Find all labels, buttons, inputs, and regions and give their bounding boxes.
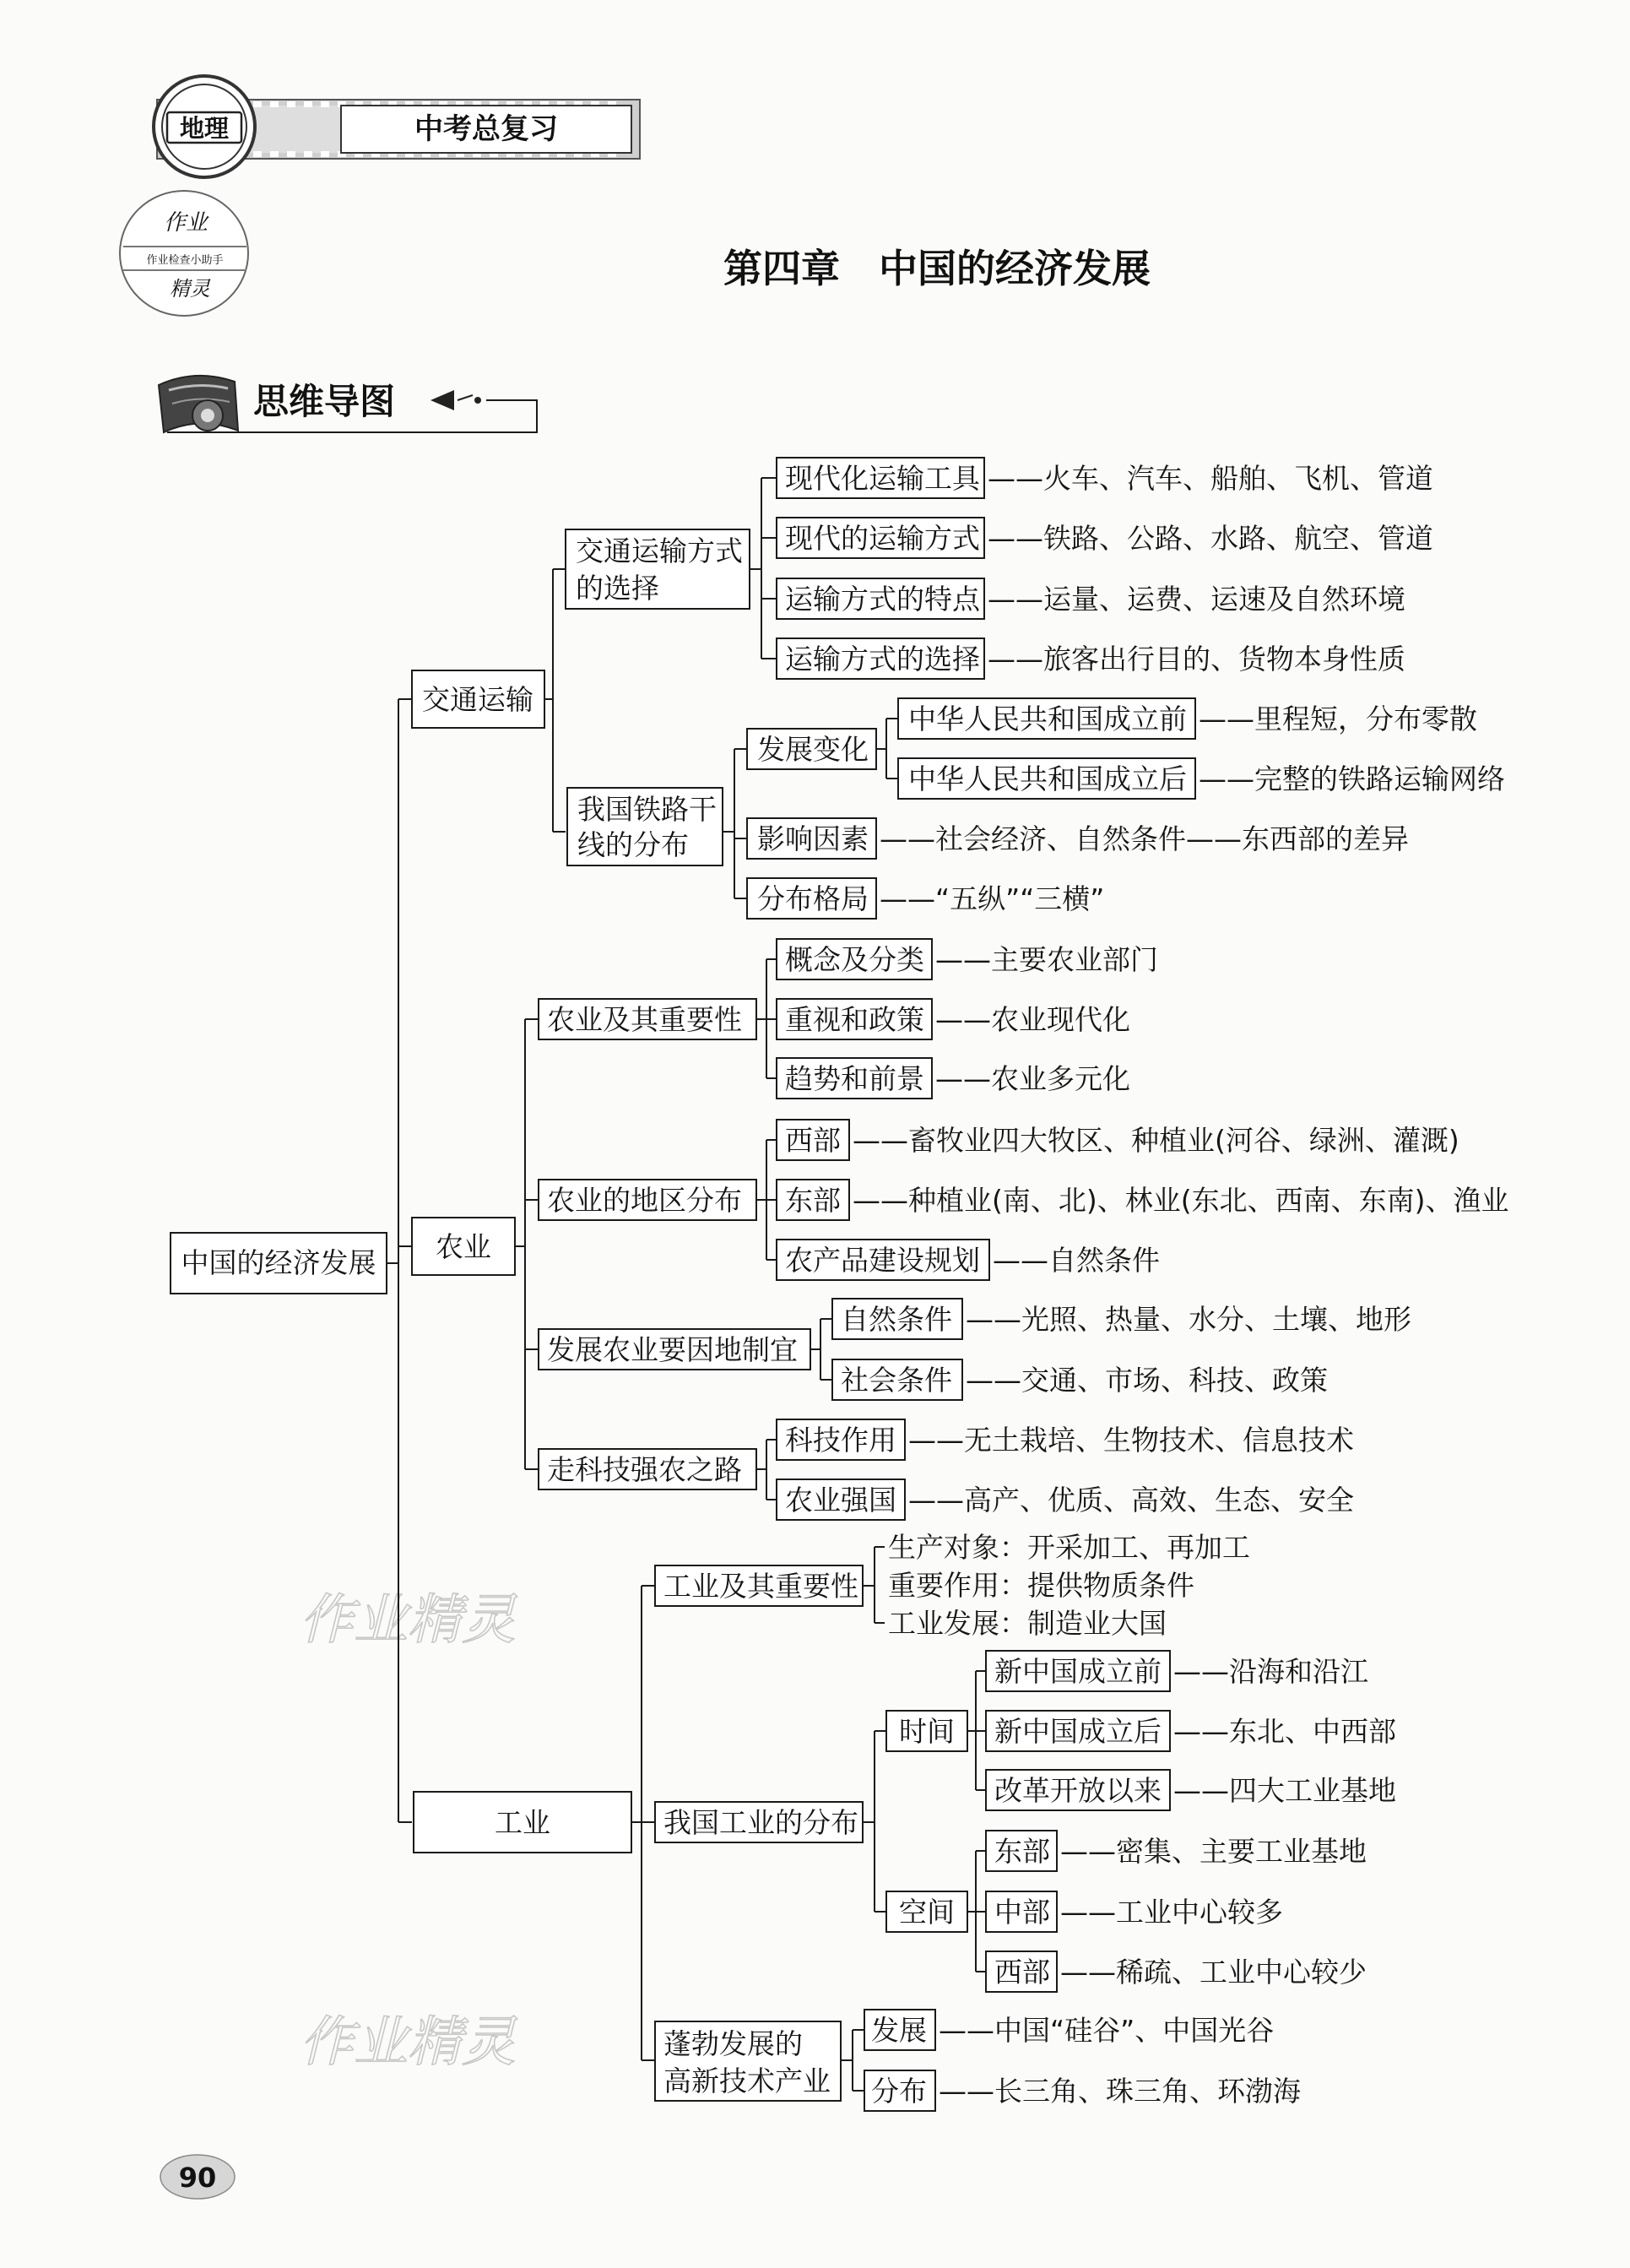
node-ag-dist-plan bbox=[777, 1240, 1160, 1280]
svg-text:东部: 东部 bbox=[994, 1835, 1050, 1868]
node-ag-importance-item-1 bbox=[777, 939, 1158, 979]
svg-text:——主要农业部门: ——主要农业部门 bbox=[935, 943, 1158, 976]
helper-badge bbox=[120, 191, 248, 316]
node-ag-distribution bbox=[539, 1180, 756, 1220]
svg-text:现代的运输方式: 现代的运输方式 bbox=[785, 522, 980, 555]
compass-icon bbox=[159, 376, 238, 432]
ind-importance-line-3: 工业发展：制造业大国 bbox=[888, 1607, 1167, 1640]
svg-text:科技作用: 科技作用 bbox=[785, 1424, 896, 1457]
svg-text:空间: 空间 bbox=[899, 1896, 955, 1929]
svg-text:——畜牧业四大牧区、种植业(河谷、绿洲、灌溉): ——畜牧业四大牧区、种植业(河谷、绿洲、灌溉) bbox=[853, 1124, 1459, 1157]
section-heading-text: 思维导图 bbox=[253, 381, 396, 422]
page-header bbox=[154, 76, 640, 177]
svg-text:交通运输方式: 交通运输方式 bbox=[576, 534, 743, 567]
node-ag-dist-west bbox=[777, 1120, 1459, 1160]
watermark-upper: 作业精灵 bbox=[300, 1589, 516, 1652]
node-ind-importance bbox=[655, 1565, 863, 1606]
svg-text:——工业中心较多: ——工业中心较多 bbox=[1060, 1896, 1283, 1929]
node-ag-importance bbox=[539, 999, 756, 1039]
node-ind-distribution bbox=[655, 1802, 863, 1842]
svg-text:作业: 作业 bbox=[163, 210, 208, 236]
svg-text:——密集、主要工业基地: ——密集、主要工业基地 bbox=[1060, 1835, 1367, 1868]
node-ag-local-item-2 bbox=[832, 1359, 1328, 1400]
svg-text:农业: 农业 bbox=[436, 1230, 491, 1263]
node-choice-item-4 bbox=[777, 638, 1405, 679]
svg-text:运输方式的特点: 运输方式的特点 bbox=[785, 583, 980, 616]
svg-text:重视和政策: 重视和政策 bbox=[785, 1003, 924, 1036]
node-change-item-2 bbox=[898, 758, 1505, 799]
svg-text:——农业现代化: ——农业现代化 bbox=[935, 1003, 1130, 1036]
node-ag-tech bbox=[539, 1449, 756, 1489]
svg-text:运输方式的选择: 运输方式的选择 bbox=[785, 643, 980, 676]
node-ind-space-central bbox=[986, 1891, 1283, 1932]
svg-text:——稀疏、工业中心较少: ——稀疏、工业中心较少 bbox=[1060, 1956, 1367, 1989]
node-ind-space-east bbox=[986, 1831, 1367, 1871]
svg-text:——高产、优质、高效、生态、安全: ——高产、优质、高效、生态、安全 bbox=[908, 1484, 1354, 1517]
svg-text:——交通、市场、科技、政策: ——交通、市场、科技、政策 bbox=[966, 1364, 1328, 1397]
node-ind-space-west bbox=[986, 1951, 1367, 1992]
svg-text:概念及分类: 概念及分类 bbox=[785, 943, 924, 976]
svg-text:农业的地区分布: 农业的地区分布 bbox=[547, 1184, 742, 1217]
svg-text:农业及其重要性: 农业及其重要性 bbox=[547, 1003, 742, 1036]
svg-text:——光照、热量、水分、土壤、地形: ——光照、热量、水分、土壤、地形 bbox=[966, 1303, 1411, 1336]
svg-text:——旅客出行目的、货物本身性质: ——旅客出行目的、货物本身性质 bbox=[988, 643, 1405, 676]
svg-text:——四大工业基地: ——四大工业基地 bbox=[1173, 1774, 1396, 1807]
section-heading bbox=[159, 376, 537, 432]
node-choice-item-1 bbox=[777, 458, 1433, 498]
svg-text:农业强国: 农业强国 bbox=[785, 1484, 896, 1517]
svg-text:东部: 东部 bbox=[785, 1184, 841, 1217]
svg-text:改革开放以来: 改革开放以来 bbox=[994, 1774, 1162, 1807]
svg-text:分布: 分布 bbox=[871, 2075, 927, 2108]
svg-text:蓬勃发展的: 蓬勃发展的 bbox=[663, 2027, 803, 2060]
svg-text:新中国成立前: 新中国成立前 bbox=[994, 1655, 1162, 1688]
svg-text:我国工业的分布: 我国工业的分布 bbox=[663, 1806, 858, 1839]
svg-text:西部: 西部 bbox=[994, 1956, 1050, 1989]
svg-text:——种植业(南、北)、林业(东北、西南、东南)、渔业: ——种植业(南、北)、林业(东北、西南、东南)、渔业 bbox=[853, 1184, 1509, 1217]
node-ag-dist-east bbox=[777, 1180, 1509, 1220]
series-title: 中考总复习 bbox=[414, 112, 558, 146]
node-ag-local bbox=[539, 1329, 810, 1370]
node-ind-hightech-item-2 bbox=[864, 2070, 1301, 2111]
node-choice-item-3 bbox=[777, 578, 1405, 619]
svg-text:——自然条件: ——自然条件 bbox=[993, 1244, 1160, 1277]
svg-text:现代化运输工具: 现代化运输工具 bbox=[785, 462, 980, 495]
node-railway-pattern bbox=[747, 878, 1104, 919]
watermark-lower: 作业精灵 bbox=[300, 2011, 516, 2074]
node-industry bbox=[414, 1792, 631, 1853]
node-ind-space bbox=[886, 1891, 967, 1932]
node-transport bbox=[412, 670, 544, 728]
svg-text:——无土栽培、生物技术、信息技术: ——无土栽培、生物技术、信息技术 bbox=[908, 1424, 1354, 1457]
chapter-title: 第四章 中国的经济发展 bbox=[723, 246, 1151, 291]
svg-text:西部: 西部 bbox=[785, 1124, 841, 1157]
page-number bbox=[160, 2155, 235, 2199]
svg-text:作业检查小助手: 作业检查小助手 bbox=[146, 254, 224, 267]
node-root bbox=[171, 1233, 387, 1294]
node-ag-importance-item-2 bbox=[777, 999, 1130, 1039]
svg-text:的选择: 的选择 bbox=[576, 572, 659, 605]
node-root-label: 中国的经济发展 bbox=[181, 1246, 376, 1279]
svg-text:影响因素: 影响因素 bbox=[757, 822, 869, 855]
svg-text:农产品建设规划: 农产品建设规划 bbox=[785, 1244, 980, 1277]
svg-text:——沿海和沿江: ——沿海和沿江 bbox=[1173, 1655, 1368, 1688]
svg-text:中华人民共和国成立前: 中华人民共和国成立前 bbox=[908, 703, 1187, 735]
svg-text:分布格局: 分布格局 bbox=[757, 882, 869, 915]
svg-text:工业及其重要性: 工业及其重要性 bbox=[663, 1570, 858, 1603]
node-ind-hightech bbox=[655, 2021, 841, 2101]
svg-text:中华人民共和国成立后: 中华人民共和国成立后 bbox=[908, 762, 1187, 795]
node-ag-importance-item-3 bbox=[777, 1058, 1130, 1099]
node-ind-time-item-1 bbox=[986, 1651, 1368, 1691]
node-choice-item-2 bbox=[777, 518, 1433, 558]
svg-text:——运量、运费、运速及自然环境: ——运量、运费、运速及自然环境 bbox=[988, 583, 1405, 616]
svg-text:时间: 时间 bbox=[899, 1715, 955, 1748]
subject-label: 地理 bbox=[179, 114, 230, 143]
svg-text:——社会经济、自然条件——东西部的差异: ——社会经济、自然条件——东西部的差异 bbox=[880, 822, 1409, 855]
svg-text:——东北、中西部: ——东北、中西部 bbox=[1173, 1715, 1396, 1748]
ind-importance-line-2: 重要作用：提供物质条件 bbox=[888, 1569, 1194, 1602]
svg-text:发展变化: 发展变化 bbox=[757, 733, 869, 766]
node-transport-choice bbox=[566, 529, 750, 609]
node-railway-change bbox=[747, 729, 876, 769]
svg-text:发展: 发展 bbox=[871, 2014, 927, 2047]
page-number-text: 90 bbox=[178, 2162, 217, 2194]
svg-text:——“五纵”“三横”: ——“五纵”“三横” bbox=[880, 882, 1105, 915]
svg-text:精灵: 精灵 bbox=[170, 277, 210, 301]
svg-text:——铁路、公路、水路、航空、管道: ——铁路、公路、水路、航空、管道 bbox=[988, 522, 1433, 555]
node-change-item-1 bbox=[898, 698, 1477, 739]
svg-text:工业: 工业 bbox=[495, 1806, 550, 1839]
svg-text:交通运输: 交通运输 bbox=[422, 683, 533, 716]
ind-importance-line-1: 生产对象：开采加工、再加工 bbox=[888, 1531, 1250, 1564]
svg-text:高新技术产业: 高新技术产业 bbox=[663, 2065, 831, 2097]
svg-text:——完整的铁路运输网络: ——完整的铁路运输网络 bbox=[1199, 762, 1505, 795]
svg-text:自然条件: 自然条件 bbox=[841, 1303, 952, 1336]
svg-text:——里程短，分布零散: ——里程短，分布零散 bbox=[1199, 703, 1477, 735]
node-ind-hightech-item-1 bbox=[864, 2010, 1274, 2050]
node-railway-factors bbox=[747, 818, 1409, 859]
svg-text:趋势和前景: 趋势和前景 bbox=[785, 1062, 924, 1095]
svg-text:——长三角、珠三角、环渤海: ——长三角、珠三角、环渤海 bbox=[939, 2075, 1301, 2108]
svg-text:发展农业要因地制宜: 发展农业要因地制宜 bbox=[547, 1333, 798, 1366]
svg-text:——火车、汽车、船舶、飞机、管道: ——火车、汽车、船舶、飞机、管道 bbox=[988, 462, 1433, 495]
node-ag-tech-item-2 bbox=[777, 1479, 1354, 1520]
svg-text:——中国“硅谷”、中国光谷: ——中国“硅谷”、中国光谷 bbox=[939, 2014, 1275, 2047]
node-ag-tech-item-1 bbox=[777, 1419, 1354, 1460]
svg-text:中部: 中部 bbox=[994, 1896, 1050, 1929]
node-ind-time-item-3 bbox=[986, 1770, 1396, 1810]
node-ind-time bbox=[886, 1711, 967, 1751]
node-ag-local-item-1 bbox=[832, 1299, 1411, 1339]
svg-text:新中国成立后: 新中国成立后 bbox=[994, 1715, 1162, 1748]
node-agriculture bbox=[412, 1218, 515, 1275]
svg-text:我国铁路干: 我国铁路干 bbox=[577, 793, 717, 826]
node-railway bbox=[567, 788, 723, 865]
svg-text:走科技强农之路: 走科技强农之路 bbox=[547, 1453, 742, 1486]
svg-text:社会条件: 社会条件 bbox=[841, 1364, 952, 1397]
svg-text:线的分布: 线的分布 bbox=[577, 828, 689, 861]
svg-text:——农业多元化: ——农业多元化 bbox=[935, 1062, 1130, 1095]
node-ind-time-item-2 bbox=[986, 1711, 1396, 1751]
